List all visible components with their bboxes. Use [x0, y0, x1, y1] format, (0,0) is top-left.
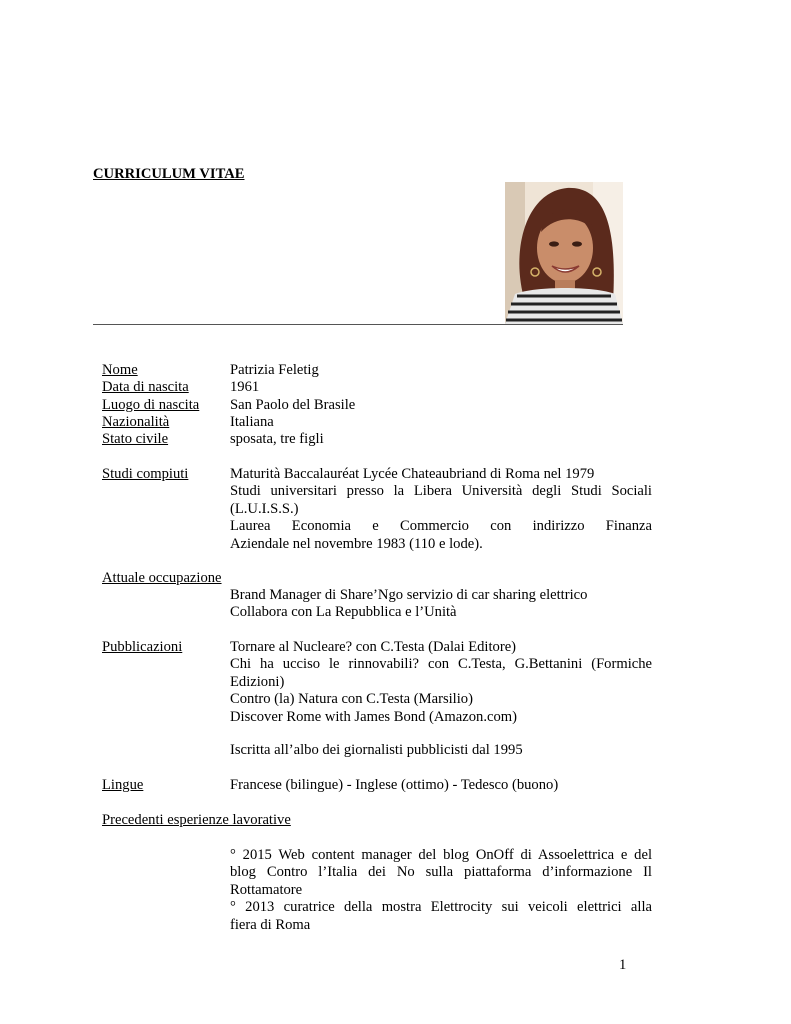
label-lingue: Lingue: [102, 777, 144, 793]
esperienza-line: ° 2013 curatrice della mostra Elettrocity sui veicoli elettrici alla: [230, 899, 652, 916]
value-esperienze: [230, 847, 652, 934]
label-nazionalita: Nazionalità: [102, 414, 170, 430]
studi-line: (L.U.I.S.S.): [230, 500, 299, 517]
label-pubblicazioni: Pubblicazioni: [102, 639, 183, 655]
value-nazionalita: Italiana: [230, 414, 274, 430]
label-luogo-nascita: Luogo di nascita: [102, 397, 200, 413]
studi-line: Aziendale nel novembre 1983 (110 e lode).: [230, 535, 483, 552]
esperienza-line: fiera di Roma: [230, 916, 311, 933]
profile-photo: [505, 182, 623, 324]
value-nome: Patrizia Feletig: [230, 362, 319, 378]
studi-line: Laurea Economia e Commercio con indirizzo Finanza: [230, 518, 652, 535]
header-rule: [93, 324, 623, 325]
portrait-image: [505, 182, 623, 324]
value-lingue: Francese (bilingue) - Inglese (ottimo) - Tedesco (buono): [230, 777, 559, 793]
occupazione-line: Brand Manager di Share’Ngo servizio di car sharing elettrico: [230, 587, 588, 603]
value-luogo-nascita: San Paolo del Brasile: [230, 397, 356, 413]
pubblicazione-item: Edizioni): [230, 673, 285, 690]
value-pubblicazioni: [230, 639, 652, 726]
label-occupazione: Attuale occupazione: [102, 570, 222, 586]
value-studi: [230, 466, 652, 553]
pubblicazione-item: Discover Rome with James Bond (Amazon.com): [230, 708, 517, 725]
label-studi: Studi compiuti: [102, 466, 189, 482]
esperienza-line: blog Contro l’Italia dei No sulla piattaforma d’informazione Il: [230, 864, 652, 881]
value-stato-civile: sposata, tre figli: [230, 431, 324, 447]
pubblicazione-item: Contro (la) Natura con C.Testa (Marsilio): [230, 691, 473, 708]
occupazione-line: Collabora con La Repubblica e l’Unità: [230, 604, 457, 621]
label-stato-civile: Stato civile: [102, 431, 169, 447]
studi-line: Maturità Baccalauréat Lycée Chateaubriand di Roma nel 1979: [230, 466, 595, 482]
pubblicazione-item: Chi ha ucciso le rinnovabili? con C.Testa, G.Bettanini (Formiche: [230, 656, 652, 673]
pubblicazione-item: Tornare al Nucleare? con C.Testa (Dalai Editore): [230, 639, 517, 655]
esperienza-line: ° 2015 Web content manager del blog OnOff di Assoelettrica e del: [230, 847, 652, 863]
studi-line: Studi universitari presso la Libera Università degli Studi Sociali: [230, 483, 652, 500]
label-nome: Nome: [102, 362, 138, 378]
label-esperienze: Precedenti esperienze lavorative: [102, 812, 291, 828]
cv-title: CURRICULUM VITAE: [93, 166, 245, 182]
value-occupazione: [230, 587, 652, 622]
value-data-nascita: 1961: [230, 379, 260, 395]
esperienza-line: Rottamatore: [230, 881, 303, 898]
label-data-nascita: Data di nascita: [102, 379, 189, 395]
page-number: 1: [619, 957, 627, 973]
value-albo: Iscritta all’albo dei giornalisti pubblicisti dal 1995: [230, 742, 523, 758]
